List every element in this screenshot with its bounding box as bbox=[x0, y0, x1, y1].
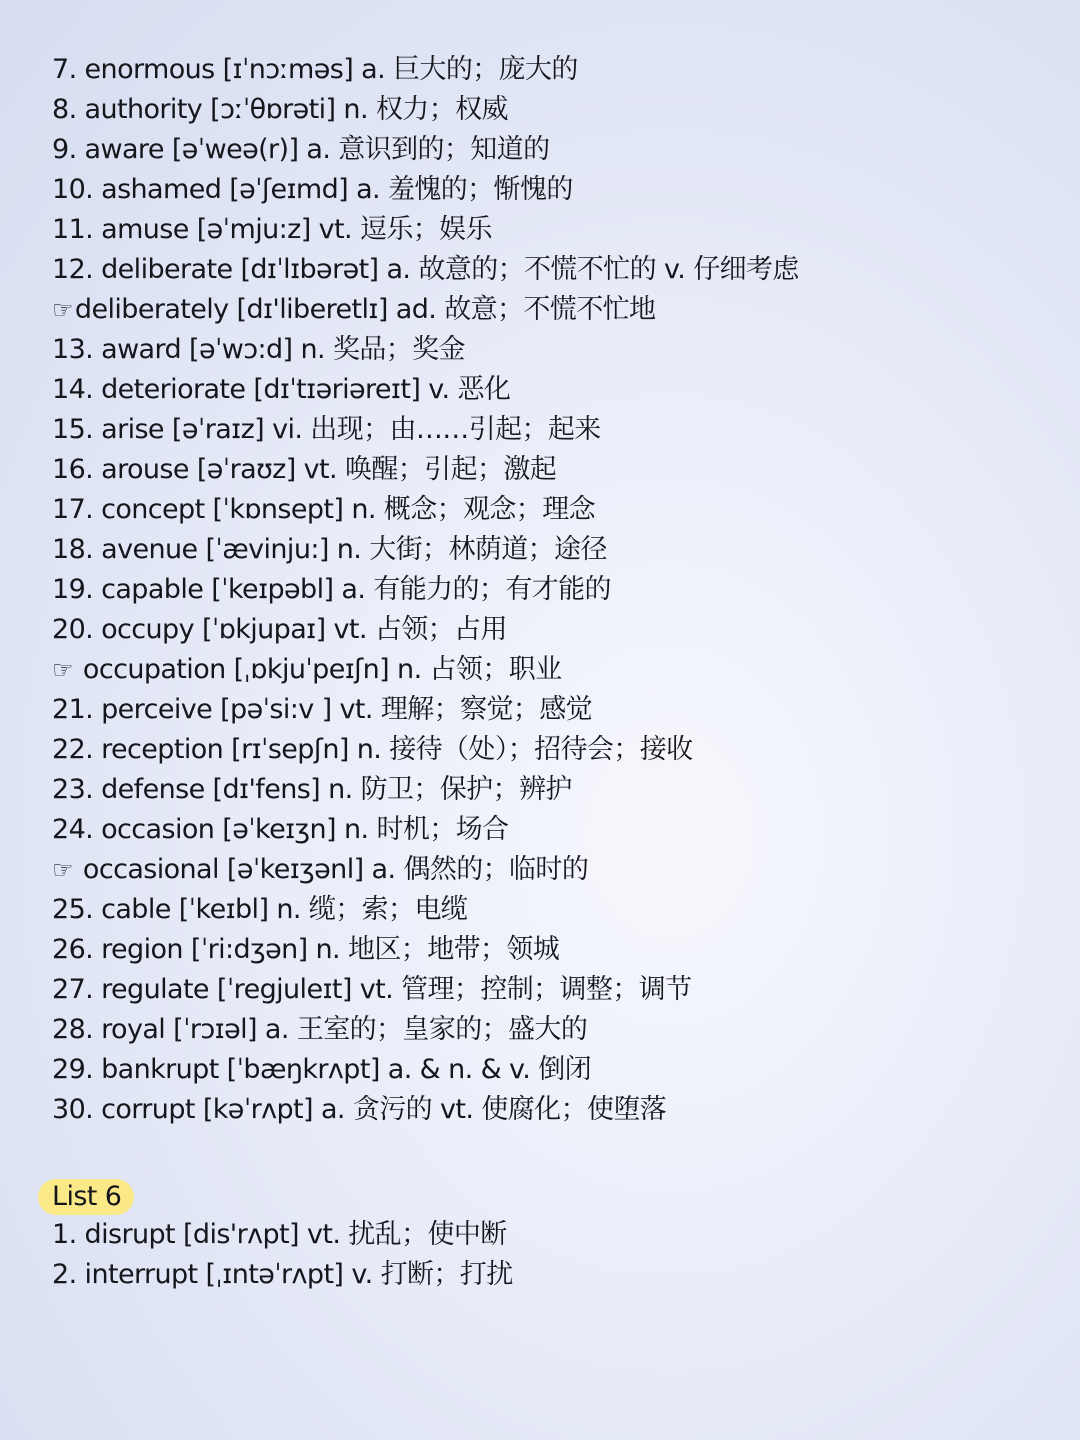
entry-text: 12. deliberate [dɪˈlɪbərət] a. 故意的；不慌不忙的 v. 仔细考虑 bbox=[52, 254, 799, 285]
vocab-entry bbox=[52, 410, 1052, 450]
vocab-entry bbox=[52, 1215, 1052, 1255]
entry-text: 14. deteriorate [dɪˈtɪəriəreɪt] v. 恶化 bbox=[52, 374, 511, 405]
entry-text: occupation [ˌɒkjuˈpeɪʃn] n. 占领；职业 bbox=[74, 654, 562, 685]
entry-text: 25. cable [ˈkeɪbl] n. 缆；索；电缆 bbox=[52, 894, 468, 925]
vocab-entry bbox=[52, 250, 1052, 290]
vocab-entry bbox=[52, 530, 1052, 570]
vocab-entry bbox=[52, 130, 1052, 170]
vocab-entry bbox=[52, 810, 1052, 850]
entry-text: 15. arise [əˈraɪz] vi. 出现；由……引起；起来 bbox=[52, 414, 601, 445]
entry-text: 9. aware [əˈweə(r)] a. 意识到的；知道的 bbox=[52, 134, 550, 165]
entry-text: 20. occupy [ˈɒkjupaɪ] vt. 占领；占用 bbox=[52, 614, 507, 645]
entry-text: 21. perceive [pəˈsi:v ] vt. 理解；察觉；感觉 bbox=[52, 694, 593, 725]
vocab-entry bbox=[52, 890, 1052, 930]
vocab-entry bbox=[52, 1090, 1052, 1130]
vocab-entry bbox=[52, 930, 1052, 970]
entry-text: 2. interrupt [ˌɪntəˈrʌpt] v. 打断；打扰 bbox=[52, 1259, 513, 1290]
vocab-entry bbox=[52, 170, 1052, 210]
vocab-entry bbox=[52, 210, 1052, 250]
entry-text: 30. corrupt [kəˈrʌpt] a. 贪污的 vt. 使腐化；使堕落 bbox=[52, 1094, 667, 1125]
vocab-entry bbox=[52, 690, 1052, 730]
vocab-entry bbox=[52, 450, 1052, 490]
pointing-hand-icon: ☞ bbox=[52, 656, 73, 684]
vocab-entry bbox=[52, 730, 1052, 770]
vocab-entry bbox=[52, 370, 1052, 410]
pointing-hand-icon: ☞ bbox=[52, 296, 73, 324]
entry-text: 28. royal [ˈrɔɪəl] a. 王室的；皇家的；盛大的 bbox=[52, 1014, 588, 1045]
entry-text: 24. occasion [əˈkeɪʒn] n. 时机；场合 bbox=[52, 814, 509, 845]
vocab-entry bbox=[52, 490, 1052, 530]
vocab-entry bbox=[52, 1010, 1052, 1050]
entry-text: 8. authority [ɔːˈθɒrəti] n. 权力；权威 bbox=[52, 94, 508, 125]
list-6-section bbox=[52, 1179, 1052, 1295]
section-title-highlight: List 6 bbox=[38, 1179, 134, 1215]
vocab-entry bbox=[52, 770, 1052, 810]
entry-text: 16. arouse [əˈraʊz] vt. 唤醒；引起；激起 bbox=[52, 454, 557, 485]
vocab-entry bbox=[52, 570, 1052, 610]
entry-text: 29. bankrupt [ˈbæŋkrʌpt] a. & n. & v. 倒闭 bbox=[52, 1054, 592, 1085]
vocab-entry bbox=[52, 50, 1052, 90]
entry-text: 10. ashamed [əˈʃeɪmd] a. 羞愧的；惭愧的 bbox=[52, 174, 573, 205]
entry-text: 18. avenue [ˈævinju:] n. 大街；林荫道；途径 bbox=[52, 534, 607, 565]
entry-text: 7. enormous [ɪˈnɔːməs] a. 巨大的；庞大的 bbox=[52, 54, 578, 85]
entry-text: 26. region [ˈri:dʒən] n. 地区；地带；领城 bbox=[52, 934, 560, 965]
entry-text: 27. regulate [ˈregjuleɪt] vt. 管理；控制；调整；调节 bbox=[52, 974, 692, 1005]
vocab-entry bbox=[52, 1255, 1052, 1295]
vocab-entry bbox=[52, 610, 1052, 650]
vocab-derivative-entry bbox=[52, 290, 1052, 330]
vocab-entry bbox=[52, 970, 1052, 1010]
entry-text: 23. defense [dɪ'fens] n. 防卫；保护；辨护 bbox=[52, 774, 572, 805]
vocab-derivative-entry bbox=[52, 650, 1052, 690]
entry-text: deliberately [dɪ'liberetlɪ] ad. 故意；不慌不忙地 bbox=[74, 294, 656, 325]
entry-text: occasional [əˈkeɪʒənl] a. 偶然的；临时的 bbox=[74, 854, 589, 885]
entry-text: 19. capable [ˈkeɪpəbl] a. 有能力的；有才能的 bbox=[52, 574, 611, 605]
pointing-hand-icon: ☞ bbox=[52, 856, 73, 884]
vocab-derivative-entry bbox=[52, 850, 1052, 890]
entry-text: 22. reception [rɪˈsepʃn] n. 接待（处）；招待会；接收 bbox=[52, 734, 693, 765]
vocab-entry bbox=[52, 90, 1052, 130]
vocab-entry bbox=[52, 1050, 1052, 1090]
vocab-list bbox=[52, 50, 1052, 1130]
entry-text: 1. disrupt [dis'rʌpt] vt. 扰乱；使中断 bbox=[52, 1219, 507, 1250]
vocab-entry bbox=[52, 330, 1052, 370]
entry-text: 17. concept [ˈkɒnsept] n. 概念；观念；理念 bbox=[52, 494, 596, 525]
entry-text: 11. amuse [əˈmju:z] vt. 逗乐；娱乐 bbox=[52, 214, 492, 245]
entry-text: 13. award [əˈwɔ:d] n. 奖品；奖金 bbox=[52, 334, 465, 365]
